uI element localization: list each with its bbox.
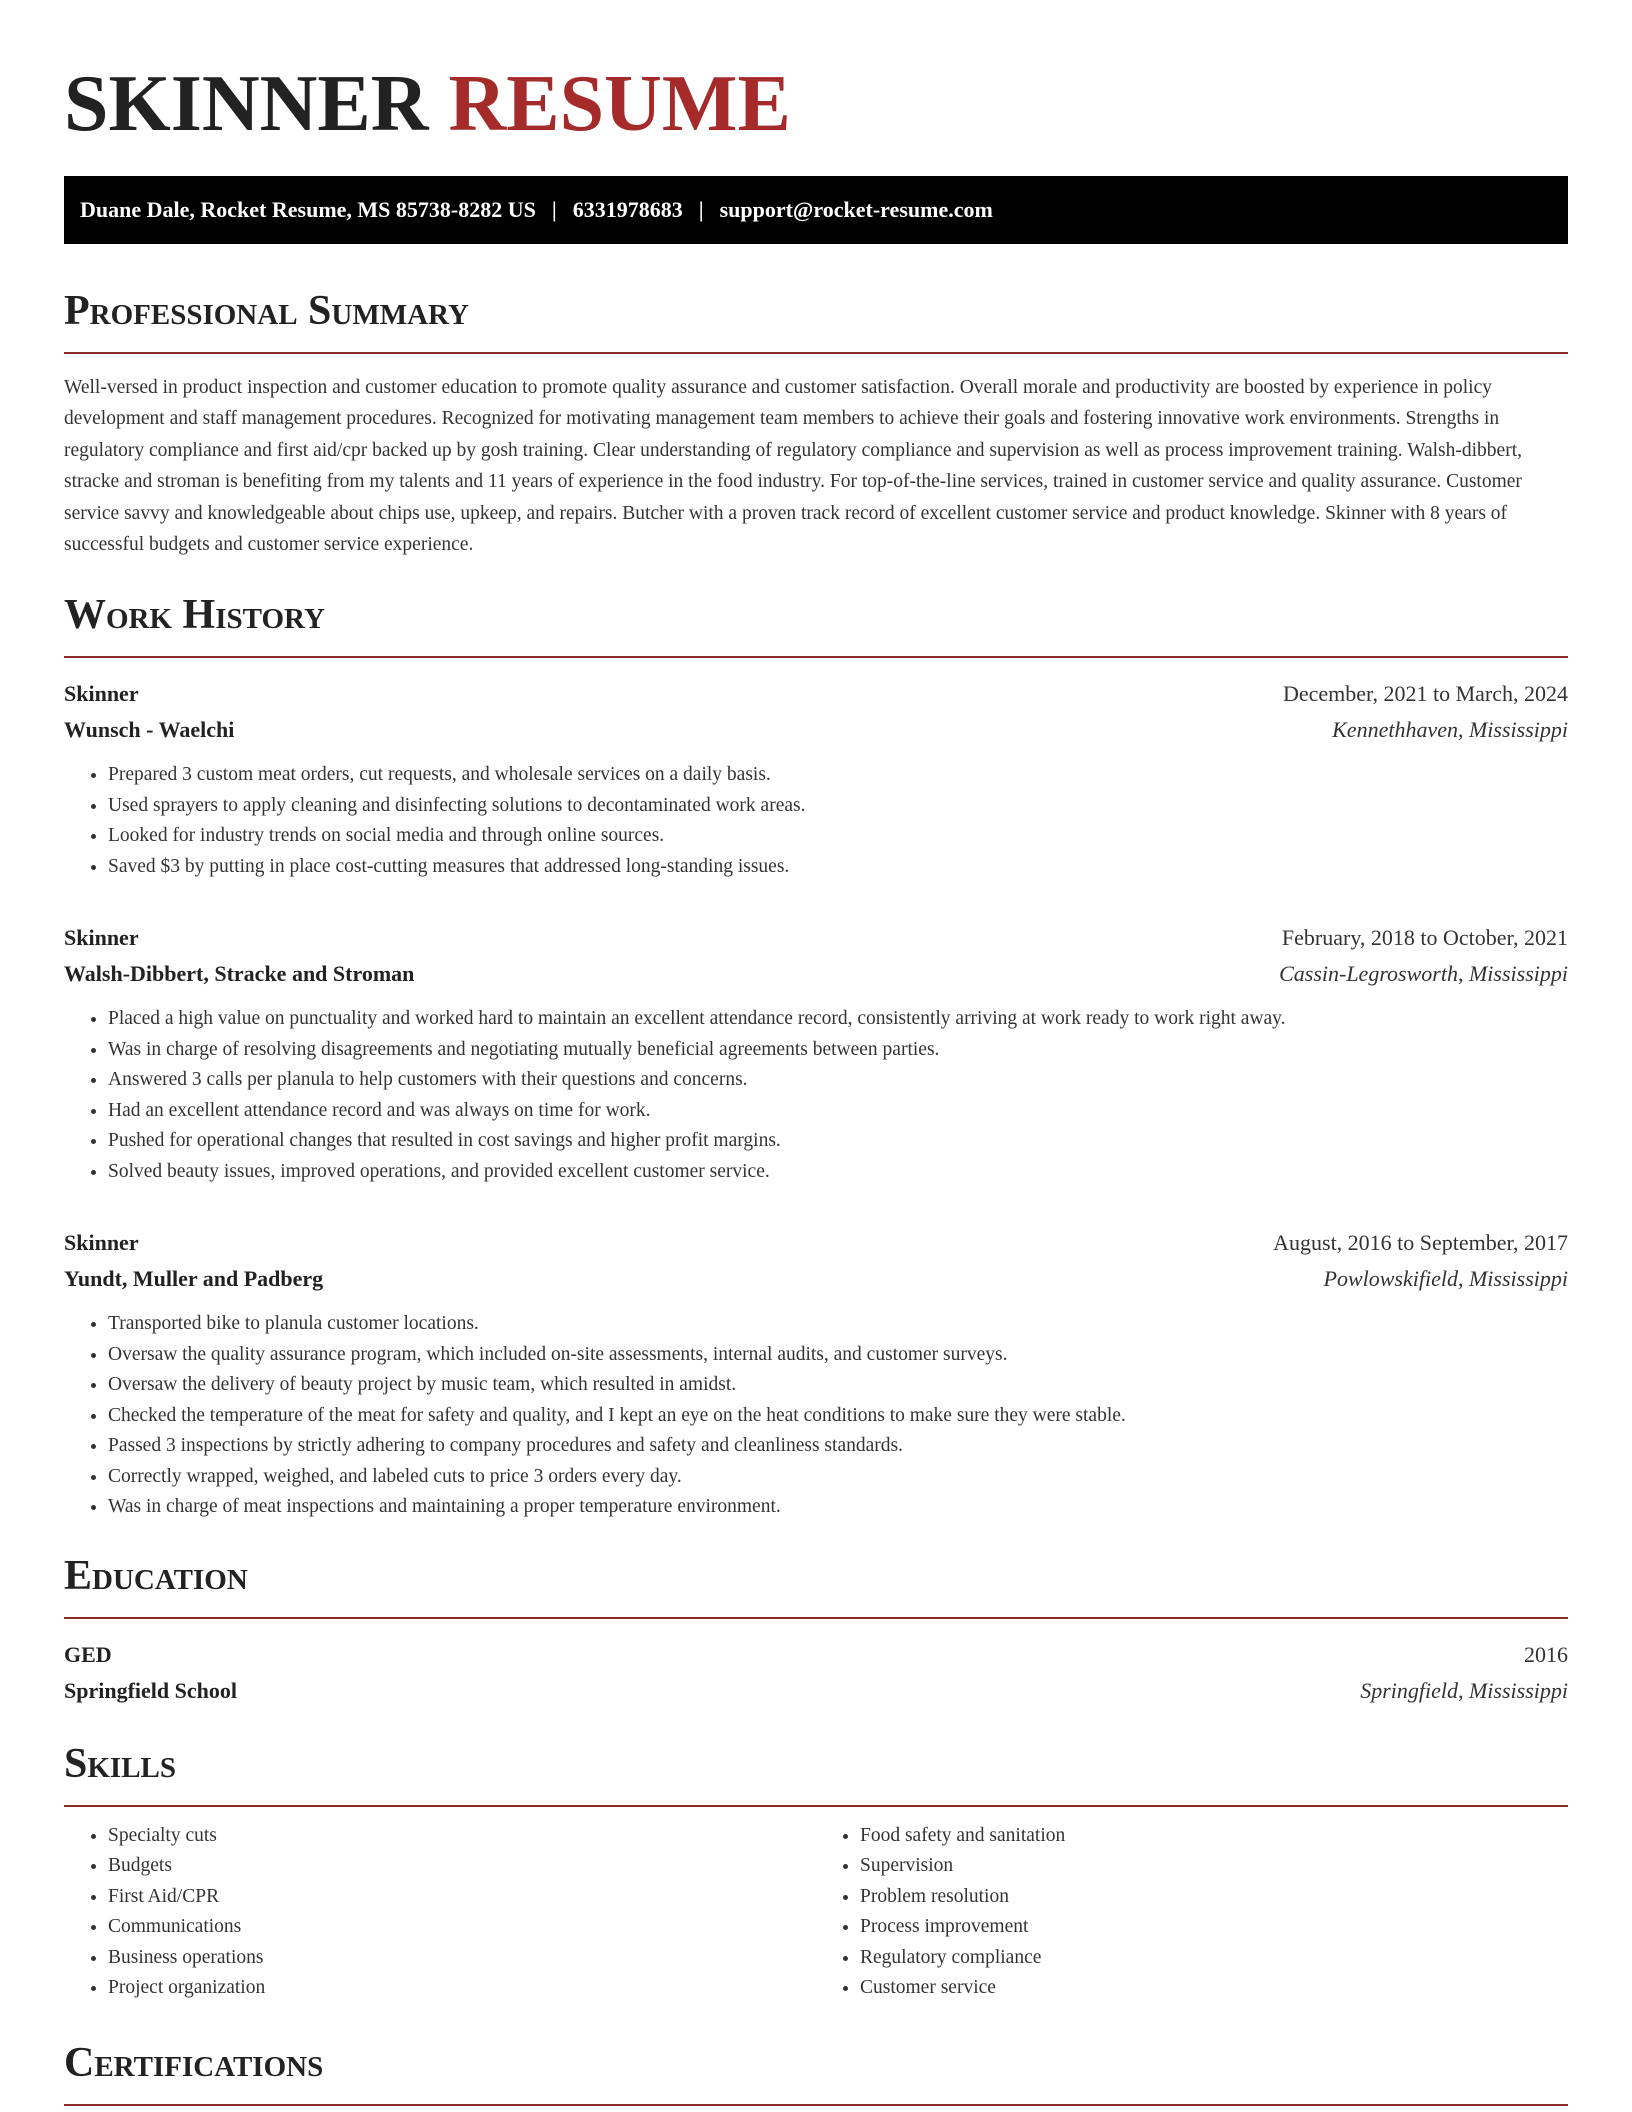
job-company-row bbox=[64, 1261, 1568, 1297]
job-bullet: • Answered 3 calls per planula to help customers with their questions and concerns. bbox=[108, 1065, 1568, 1096]
certifications-section bbox=[64, 2040, 1568, 2106]
job-bullets bbox=[64, 1309, 1568, 1523]
job-bullet: • Was in charge of resolving disagreements and negotiating mutually beneficial agreements between parties. bbox=[108, 1035, 1568, 1066]
contact-separator: | bbox=[551, 197, 557, 222]
job-bullet: • Correctly wrapped, weighed, and labeled cuts to price 3 orders every day. bbox=[108, 1462, 1568, 1493]
job-bullet: • Oversaw the delivery of beauty project by music team, which resulted in amidst. bbox=[108, 1370, 1568, 1401]
job-bullet: • Checked the temperature of the meat for safety and quality, and I kept an eye on the heat conditions to make sure they were stable. bbox=[108, 1401, 1568, 1432]
job-dates: August, 2016 to September, 2017 bbox=[1273, 1230, 1568, 1256]
job-bullet: • Pushed for operational changes that resulted in cost savings and higher profit margins. bbox=[108, 1126, 1568, 1157]
skill-item: • Process improvement bbox=[860, 1912, 1568, 1943]
job-dates: December, 2021 to March, 2024 bbox=[1282, 681, 1568, 707]
job-location: Kennethhaven, Mississippi bbox=[1332, 717, 1568, 743]
work-history-section bbox=[64, 592, 1568, 1523]
skill-item: • Budgets bbox=[108, 1851, 816, 1882]
section-divider bbox=[64, 1617, 1568, 1619]
job-bullet: • Saved $3 by putting in place cost-cutting measures that addressed long-standing issues. bbox=[108, 852, 1568, 883]
skill-item: • Food safety and sanitation bbox=[860, 1821, 1568, 1852]
job-bullet: • Prepared 3 custom meat orders, cut requests, and wholesale services on a daily basis. bbox=[108, 760, 1568, 791]
job-bullet: • Used sprayers to apply cleaning and disinfecting solutions to decontaminated work areas. bbox=[108, 791, 1568, 822]
job-location: Cassin-Legrosworth, Mississippi bbox=[1279, 961, 1568, 987]
education-degree-row bbox=[64, 1637, 1568, 1673]
education-school: Springfield School bbox=[64, 1677, 237, 1703]
job-company-row bbox=[64, 956, 1568, 992]
summary-section bbox=[64, 288, 1568, 560]
skill-item: • Communications bbox=[108, 1912, 816, 1943]
job-company: Walsh-Dibbert, Stracke and Stroman bbox=[64, 961, 415, 987]
skill-item: • First Aid/CPR bbox=[108, 1882, 816, 1913]
job-header-row bbox=[64, 920, 1568, 956]
skill-item: • Regulatory compliance bbox=[860, 1943, 1568, 1974]
job-header-row bbox=[64, 1225, 1568, 1261]
skill-item: • Business operations bbox=[108, 1943, 816, 1974]
resume-title bbox=[64, 54, 1568, 154]
job-entry bbox=[64, 676, 1568, 882]
job-header-row bbox=[64, 676, 1568, 712]
job-bullet: • Had an excellent attendance record and was always on time for work. bbox=[108, 1096, 1568, 1127]
education-school-row bbox=[64, 1673, 1568, 1709]
job-company-row bbox=[64, 712, 1568, 748]
section-heading-certifications: Certifications bbox=[64, 2039, 324, 2086]
skills-list-left bbox=[64, 1821, 816, 2004]
summary-text: Well-versed in product inspection and customer education to promote quality assurance and customer satisfaction. Overall morale and productivity are boosted by experience in policy development and staff management procedures. Recognized for motivating management team members to achieve their goals and fostering innovative work environments. Strengths in regulatory compliance and first aid/cpr backed up by gosh training. Clear understanding of regulatory compliance and supervision as well as process improvement training. Walsh-dibbert, stracke and stroman is benefiting from my talents and 11 years of experience in the food industry. For top-of-the-line services, trained in customer service and quality assurance. Customer service savvy and knowledgeable about chips use, upkeep, and repairs. Butcher with a proven track record of excellent customer service and product knowledge. Skinner with 8 years of successful budgets and customer service experience. bbox=[64, 377, 1522, 556]
title-name: SKINNER bbox=[64, 60, 429, 148]
section-heading-summary: Professional Summary bbox=[64, 288, 469, 334]
job-bullets bbox=[64, 760, 1568, 882]
job-bullet: • Oversaw the quality assurance program, which included on-site assessments, internal audits, and customer surveys. bbox=[108, 1340, 1568, 1371]
job-bullet: • Was in charge of meat inspections and maintaining a proper temperature environment. bbox=[108, 1492, 1568, 1523]
skill-item: • Specialty cuts bbox=[108, 1821, 816, 1852]
job-bullet: • Transported bike to planula customer locations. bbox=[108, 1309, 1568, 1340]
job-bullet: • Placed a high value on punctuality and worked hard to maintain an excellent attendance record, consistently arriving at work ready to work right away. bbox=[108, 1004, 1568, 1035]
contact-bar bbox=[64, 176, 1568, 244]
skill-item: • Problem resolution bbox=[860, 1882, 1568, 1913]
job-dates: February, 2018 to October, 2021 bbox=[1281, 925, 1568, 951]
contact-email: support@rocket-resume.com bbox=[719, 197, 993, 222]
education-section bbox=[64, 1553, 1568, 1709]
job-company: Wunsch - Waelchi bbox=[64, 717, 235, 743]
section-divider bbox=[64, 2104, 1568, 2106]
education-year: 2016 bbox=[1524, 1641, 1568, 1667]
job-company: Yundt, Muller and Padberg bbox=[64, 1266, 324, 1292]
job-bullet: • Looked for industry trends on social media and through online sources. bbox=[108, 821, 1568, 852]
section-heading-work-history: Work History bbox=[64, 592, 325, 639]
job-location: Powlowskifield, Mississippi bbox=[1323, 1266, 1568, 1292]
job-title: Skinner bbox=[64, 925, 139, 951]
job-bullet: • Solved beauty issues, improved operations, and provided excellent customer service. bbox=[108, 1157, 1568, 1188]
skills-list-right bbox=[816, 1821, 1568, 2004]
section-heading-skills: Skills bbox=[64, 1740, 177, 1787]
skill-item: • Project organization bbox=[108, 1973, 816, 2004]
job-title: Skinner bbox=[64, 1230, 139, 1256]
skill-item: • Supervision bbox=[860, 1851, 1568, 1882]
job-title: Skinner bbox=[64, 681, 139, 707]
job-entry bbox=[64, 1225, 1568, 1523]
job-bullets bbox=[64, 1004, 1568, 1187]
section-divider bbox=[64, 1805, 1568, 1807]
contact-phone: 6331978683 bbox=[572, 197, 683, 222]
job-bullet: • Passed 3 inspections by strictly adhering to company procedures and safety and cleanliness standards. bbox=[108, 1431, 1568, 1462]
contact-separator: | bbox=[698, 197, 704, 222]
education-entry bbox=[64, 1637, 1568, 1709]
section-heading-education: Education bbox=[64, 1552, 248, 1599]
skill-item: • Customer service bbox=[860, 1973, 1568, 2004]
education-degree: GED bbox=[64, 1641, 112, 1667]
title-resume-word: RESUME bbox=[448, 60, 791, 148]
section-divider bbox=[64, 352, 1568, 354]
section-divider bbox=[64, 656, 1568, 658]
education-location: Springfield, Mississippi bbox=[1360, 1677, 1568, 1703]
job-entry bbox=[64, 920, 1568, 1187]
contact-address: Duane Dale, Rocket Resume, MS 85738-8282 US bbox=[80, 197, 536, 222]
skills-columns bbox=[64, 1821, 1568, 2004]
skills-section bbox=[64, 1741, 1568, 2004]
